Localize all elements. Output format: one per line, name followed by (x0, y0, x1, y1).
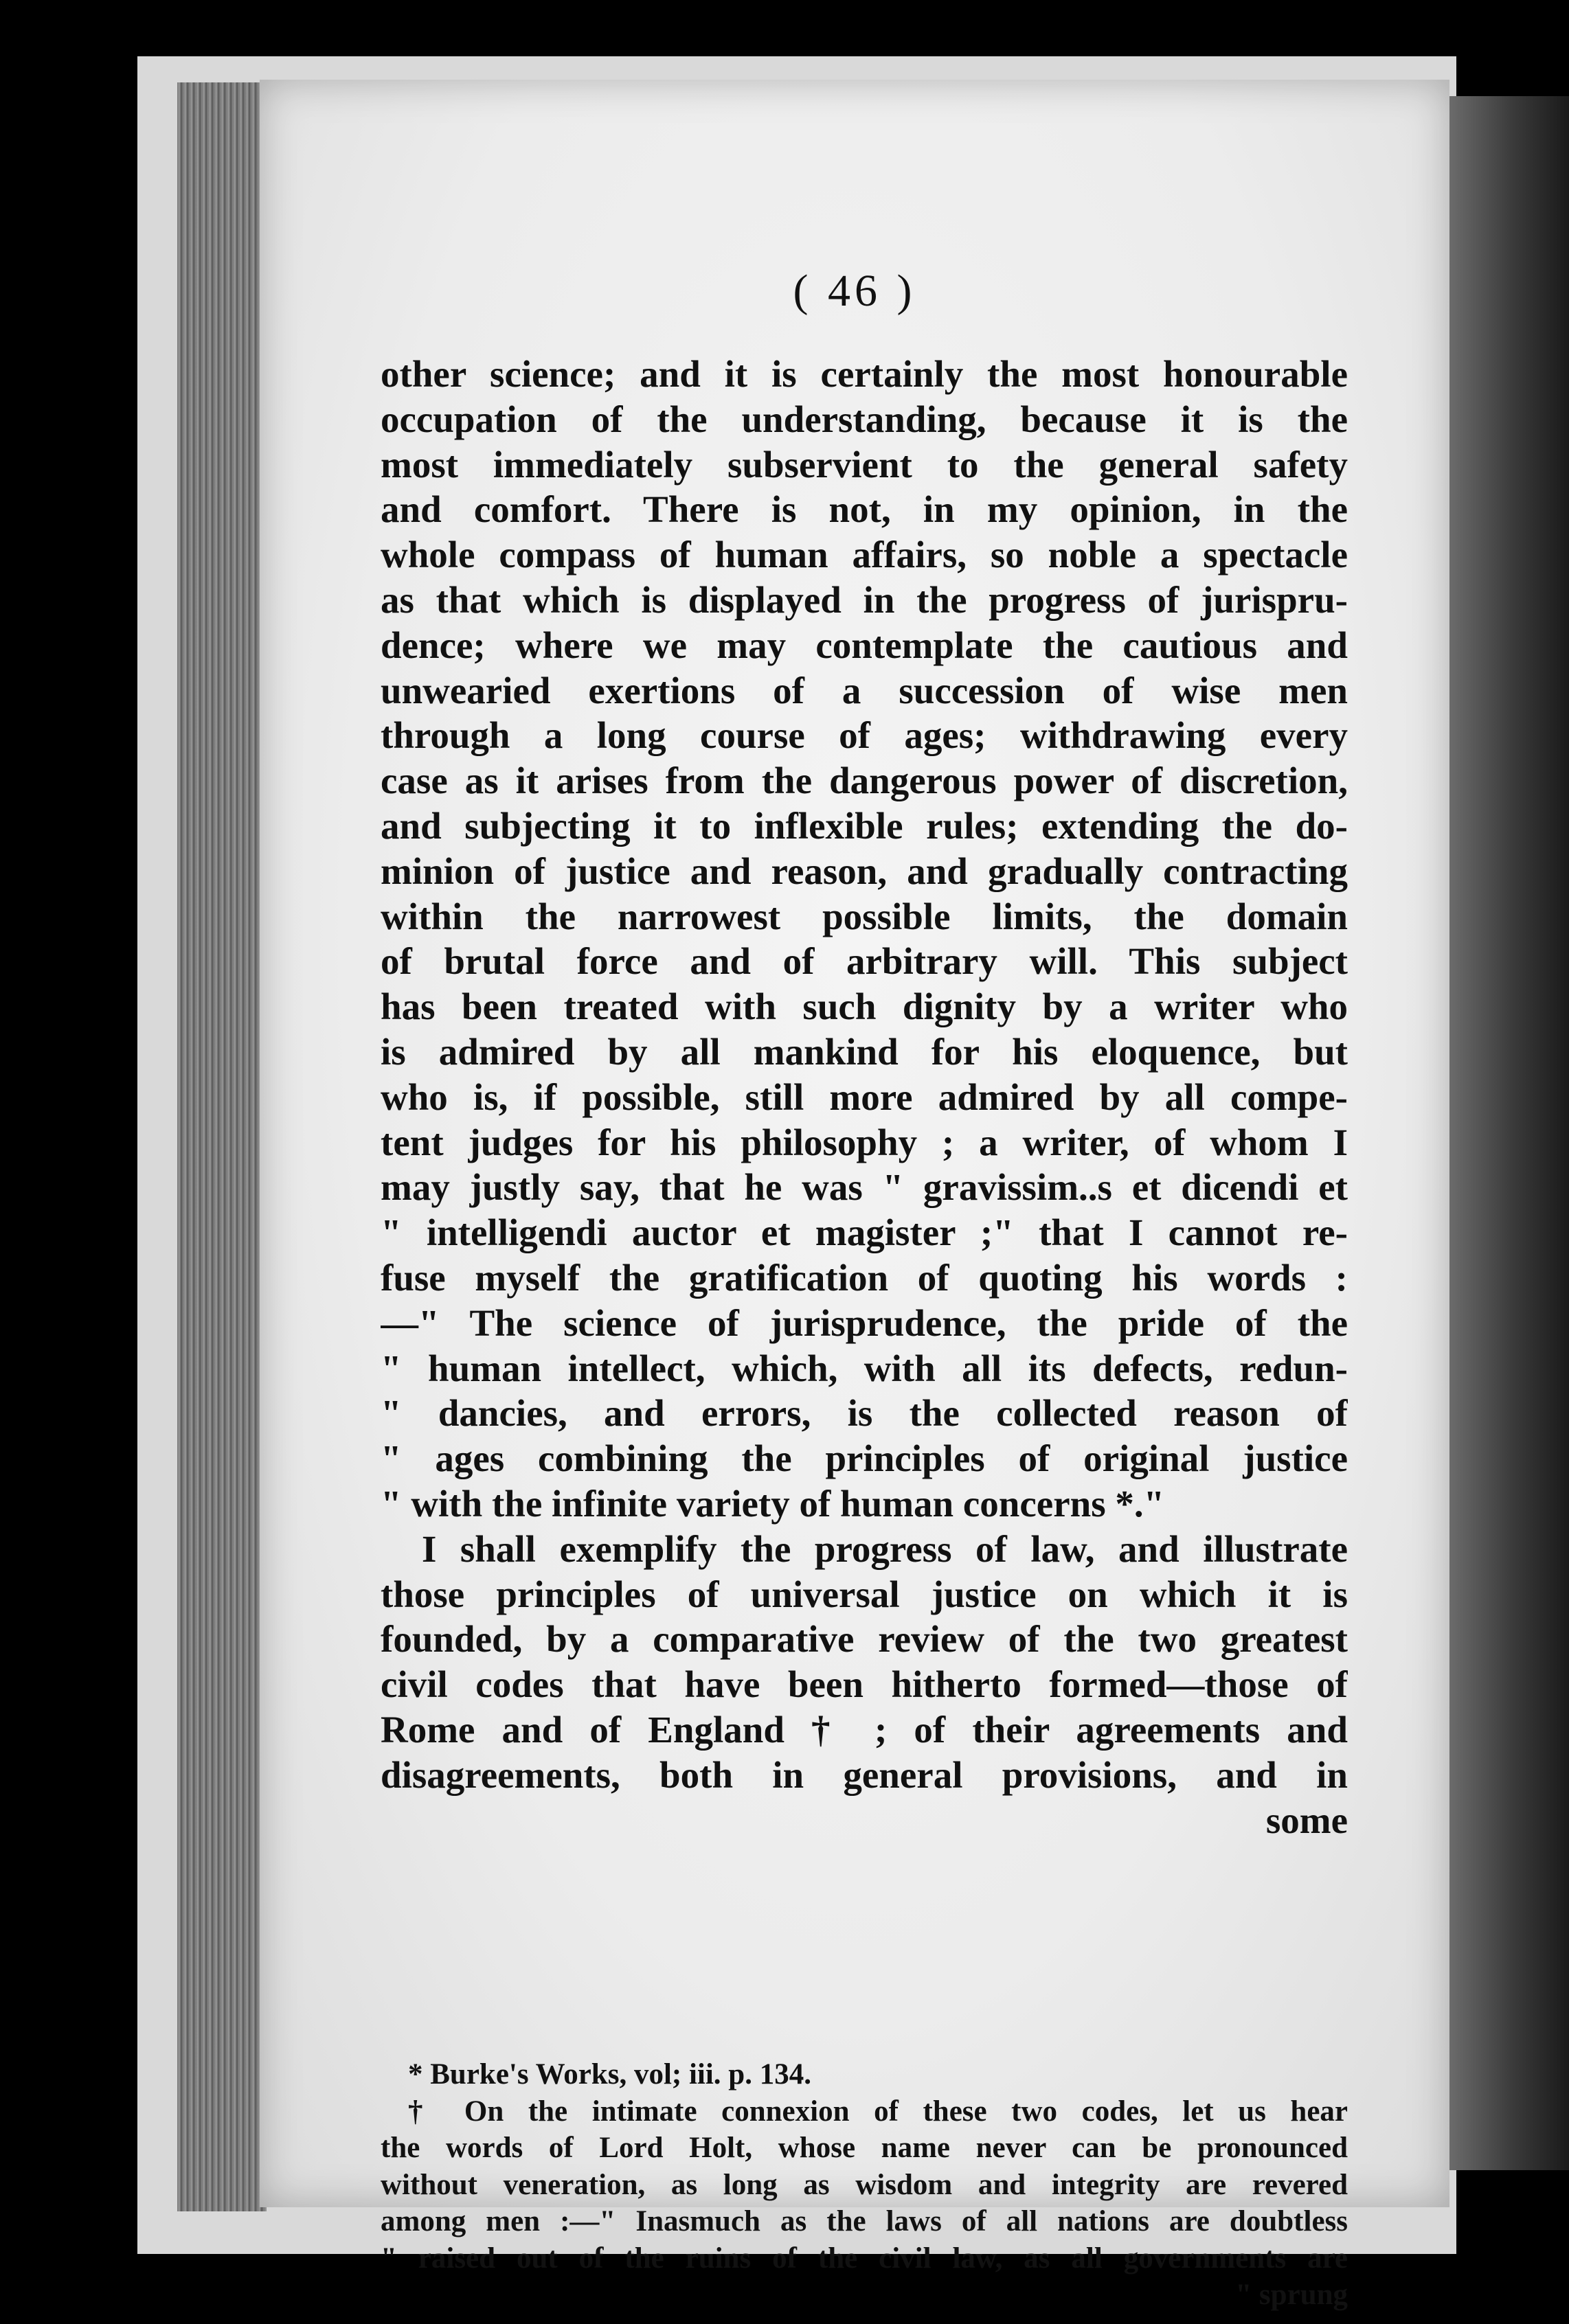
text-line: within the narrowest possible limits, the domain (381, 895, 1348, 937)
text-line: those principles of universal justice on which it is (381, 1573, 1348, 1615)
text-line: who is, if possible, still more admired by all compe- (381, 1075, 1348, 1118)
text-line: " ages combining the principles of original justice (381, 1437, 1348, 1480)
text-line: whole compass of human affairs, so noble a spectacle (381, 534, 1348, 576)
text-line: " dancies, and errors, is the collected reason of (381, 1392, 1348, 1435)
text-line: has been treated with such dignity by a writer who (381, 986, 1348, 1028)
footnote-line: " raised out of the ruins of the civil law, as all governments are (381, 2242, 1348, 2275)
footnote-line: without veneration, as long as wisdom and integrity are revered (381, 2168, 1348, 2201)
text-line: and subjecting it to inflexible rules; extending the do- (381, 804, 1348, 847)
footnote-catchword: " sprung (1235, 2279, 1348, 2311)
footnote-line: the words of Lord Holt, whose name never can be pronounced (381, 2132, 1348, 2164)
text-line: occupation of the understanding, because it is the (381, 398, 1348, 440)
text-line: " intelligendi auctor et magister ;" that I cannot re- (381, 1211, 1348, 1254)
text-line: is admired by all mankind for his eloquence, but (381, 1030, 1348, 1073)
page-number: ( 46 ) (793, 266, 916, 316)
text-line: minion of justice and reason, and gradually contracting (381, 850, 1348, 892)
text-line: through a long course of ages; withdrawing every (381, 714, 1348, 757)
text-line: disagreements, both in general provisions, and in (381, 1753, 1348, 1796)
text-line: " human intellect, which, with all its defects, redun- (381, 1347, 1348, 1389)
catchword: some (1265, 1799, 1348, 1841)
body-text (381, 352, 1348, 1843)
text-line: and comfort. There is not, in my opinion, in the (381, 488, 1348, 531)
text-line: Rome and of England † ; of their agreements and (381, 1708, 1348, 1751)
footnote-line: * Burke's Works, vol; iii. p. 134. (408, 2058, 811, 2091)
footnote-line: among men :—" Inasmuch as the laws of all nations are doubtless (381, 2205, 1348, 2237)
facing-page-shadow (1446, 96, 1569, 2170)
text-line: case as it arises from the dangerous power of discretion, (381, 760, 1348, 802)
text-line: as that which is displayed in the progress of jurispru- (381, 578, 1348, 621)
page-edges (177, 82, 267, 2211)
text-line: I shall exemplify the progress of law, and illustrate (422, 1527, 1348, 1570)
footnote-line: † On the intimate connexion of these two codes, let us hear (408, 2095, 1348, 2128)
footnotes (381, 2056, 1348, 2314)
book-page (260, 80, 1449, 2311)
text-line: tent judges for his philosophy ; a writer, of whom I (381, 1121, 1348, 1163)
text-line: unwearied exertions of a succession of wise men (381, 669, 1348, 711)
text-line: other science; and it is certainly the most honourable (381, 353, 1348, 395)
text-line: civil codes that have been hitherto formed—those of (381, 1663, 1348, 1706)
text-line: most immediately subservient to the general safety (381, 443, 1348, 486)
text-line: founded, by a comparative review of the two greatest (381, 1618, 1348, 1661)
text-line: dence; where we may contemplate the cautious and (381, 624, 1348, 666)
text-line: may justly say, that he was " gravissim..s et dicendi et (381, 1166, 1348, 1209)
text-line: of brutal force and of arbitrary will. This subject (381, 940, 1348, 983)
text-line: fuse myself the gratification of quoting his words : (381, 1256, 1348, 1299)
text-line: —" The science of jurisprudence, the pride of the (381, 1301, 1348, 1344)
text-line: " with the infinite variety of human concerns *." (381, 1482, 1165, 1525)
